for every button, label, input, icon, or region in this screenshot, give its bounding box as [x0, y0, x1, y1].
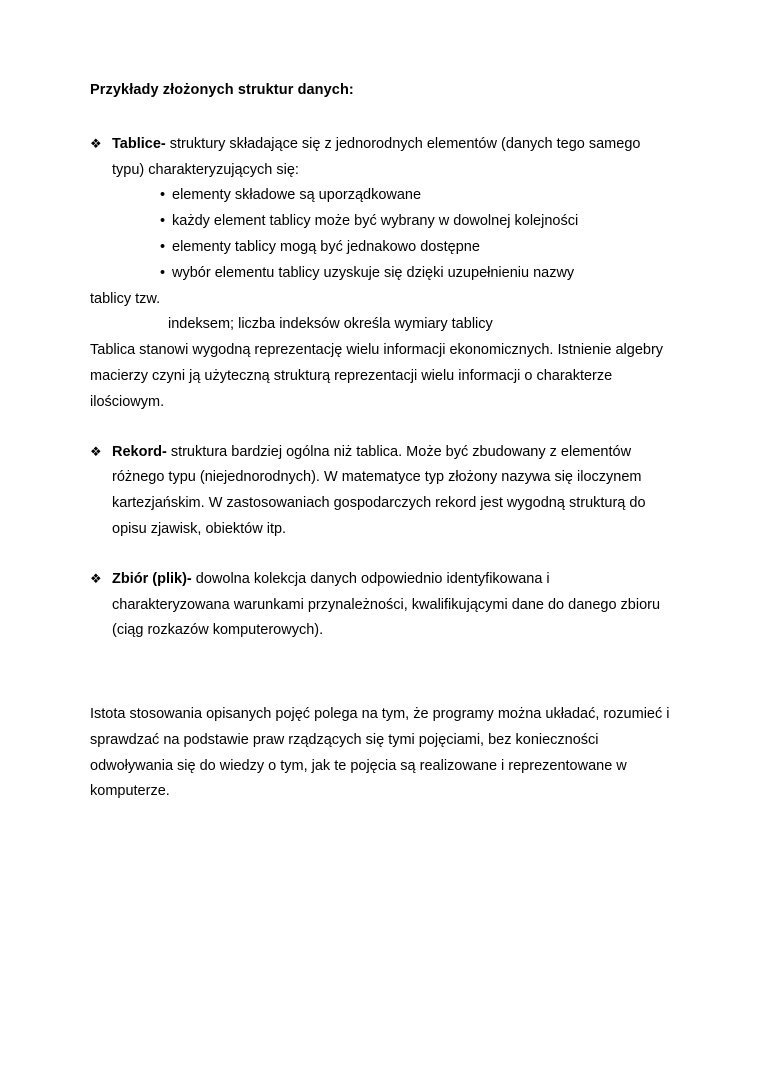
list-item	[160, 235, 670, 261]
list-item-text	[112, 132, 670, 184]
bullet-dot-icon: •	[160, 213, 166, 230]
term-definition: struktury składające się z jednorodnych elementów (danych tego samego typu) charakteryzujących się:	[112, 135, 641, 178]
term-label: Tablice-	[112, 135, 166, 152]
list-item-tablice	[90, 132, 670, 184]
diamond-bullet-icon: ❖	[90, 135, 102, 151]
closing-paragraph: Istota stosowania opisanych pojęć polega na tym, że programy można układać, rozumieć i sprawdzać na podstawie praw rządzących się tymi pojęciami, bez konieczności odwoływania się do wiedzy o tym, jak te pojęcia są realizowane i reprezentowane w komputerze.	[90, 706, 670, 800]
list-item-text	[112, 440, 670, 543]
diamond-bullet-icon: ❖	[90, 570, 102, 586]
list-item	[160, 209, 670, 235]
list-item-label: elementy tablicy mogą być jednakowo dostępne	[172, 238, 480, 255]
term-definition: struktura bardziej ogólna niż tablica. Może być zbudowany z elementów różnego typu (niejednorodnych). W matematyce typ złożony nazywa się iloczynem kartezjańskim. W zastosowaniach gospodarczych rekord jest wygodną strukturą do opisu zjawisk, obiektów itp.	[112, 443, 646, 537]
list-item-label: każdy element tablicy może być wybrany w dowolnej kolejności	[172, 213, 579, 230]
list-item-zbior	[90, 567, 670, 644]
term-label: Zbiór (plik)-	[112, 570, 192, 587]
page-title: Przykłady złożonych struktur danych:	[90, 82, 354, 98]
diamond-bullet-icon: ❖	[90, 443, 102, 459]
term-definition: dowolna kolekcja danych odpowiednio identyfikowana i charakteryzowana warunkami przynależności, kwalifikującymi dane do danego zbioru (ciąg rozkazów komputerowych).	[112, 570, 661, 639]
bullet-dot-icon: •	[160, 238, 166, 255]
list-item	[160, 183, 670, 209]
sub-list-tablice	[90, 183, 670, 286]
list-item	[160, 261, 670, 287]
spacer	[90, 543, 670, 567]
spacer	[90, 644, 670, 702]
bullet-dot-icon: •	[160, 264, 166, 281]
bullet-dot-icon: •	[160, 187, 166, 204]
hanging-line-tablicy: tablicy tzw.	[90, 290, 161, 307]
paragraph-tablica: Tablica stanowi wygodną reprezentację wielu informacji ekonomicznych. Istnienie algebry macierzy czyni ją użyteczną strukturą reprezentacji wielu informacji o charakterze ilościowym.	[90, 342, 664, 410]
list-item-label: wybór elementu tablicy uzyskuje się dzięki uzupełnieniu nazwy	[172, 264, 575, 281]
list-item-label: elementy składowe są uporządkowane	[172, 187, 422, 204]
list-item-text	[112, 567, 670, 644]
spacer	[90, 416, 670, 440]
indented-line-indeksem: indeksem; liczba indeksów określa wymiary tablicy	[168, 316, 493, 333]
term-label: Rekord-	[112, 443, 167, 460]
list-item-rekord	[90, 440, 670, 543]
